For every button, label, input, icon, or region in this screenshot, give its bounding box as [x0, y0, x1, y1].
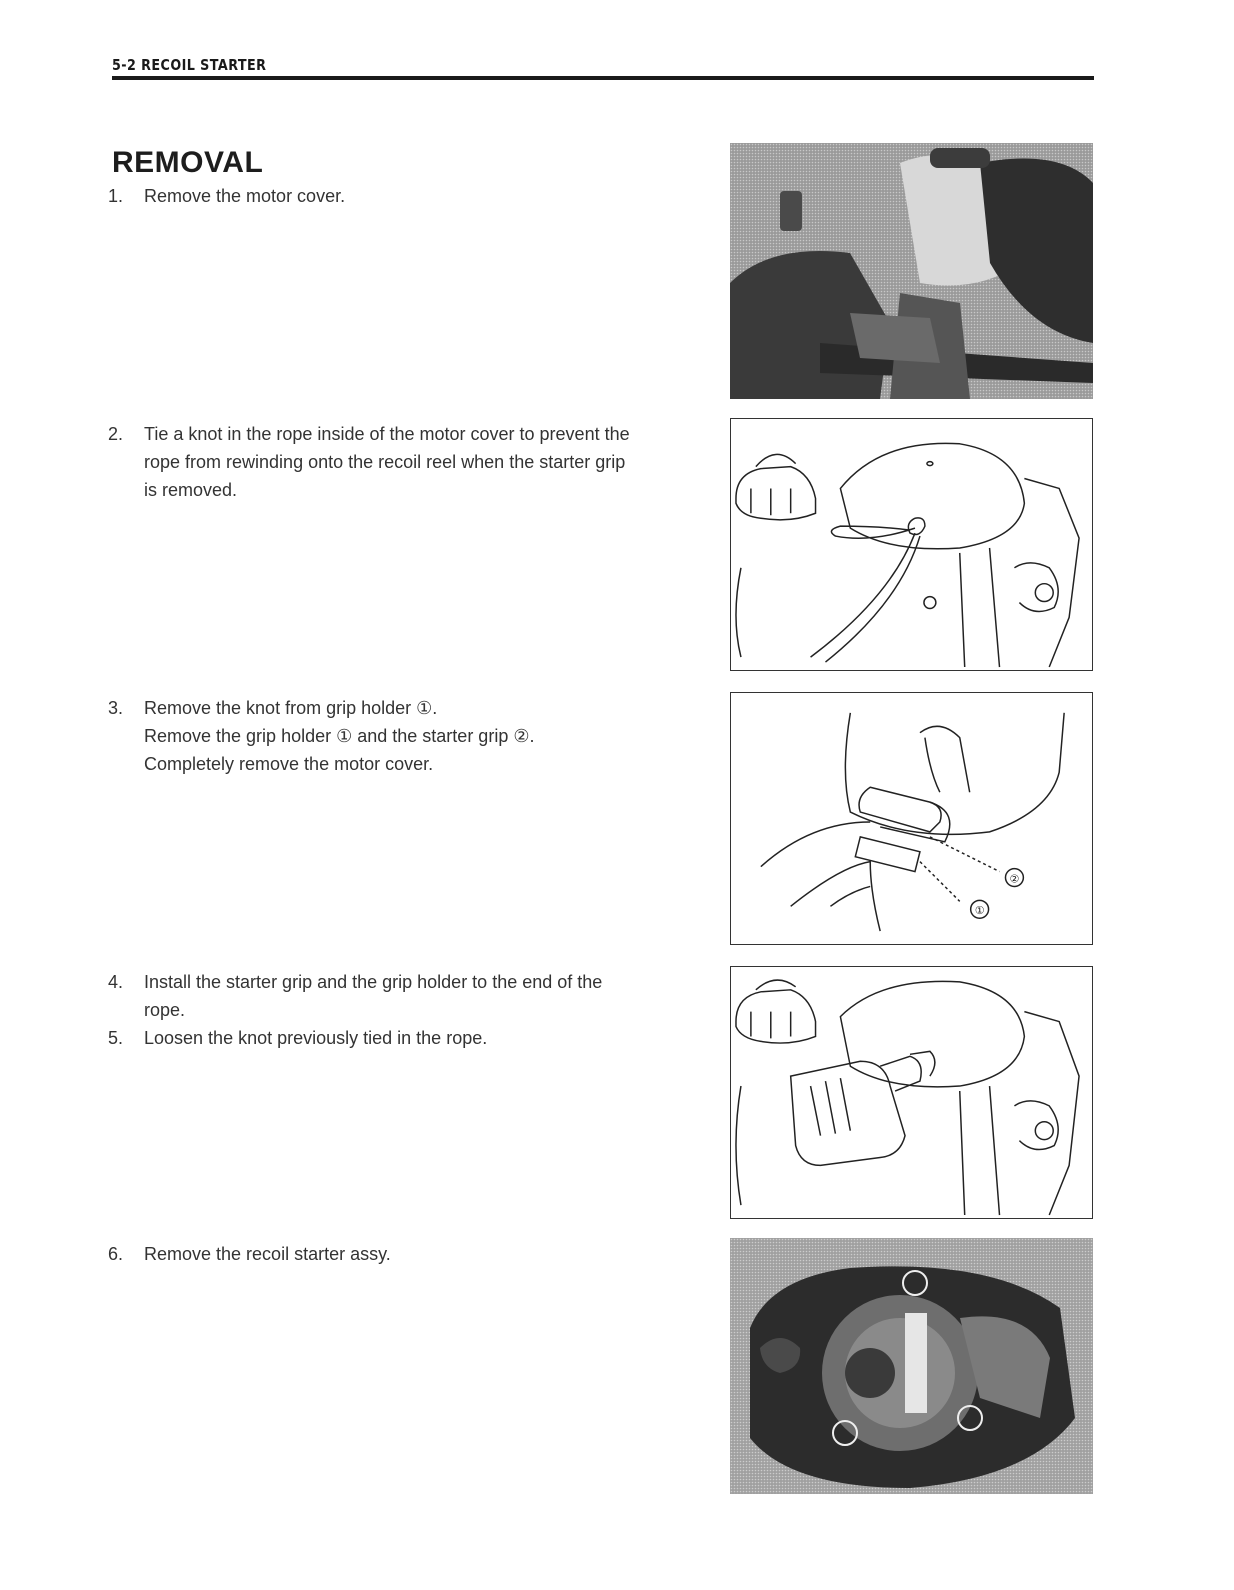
step-line	[108, 722, 708, 750]
header-rule	[112, 76, 1094, 80]
step-6	[108, 1240, 708, 1268]
recoil-starter-photo	[730, 1238, 1093, 1494]
step-text: Remove the knot from grip holder ①.	[144, 698, 438, 718]
step-number: 1.	[108, 186, 124, 206]
step-line	[108, 694, 708, 722]
step-line	[108, 1024, 708, 1052]
step-3	[108, 694, 708, 778]
step-text: Remove the recoil starter assy.	[144, 1244, 391, 1264]
step-number: 6.	[108, 1244, 124, 1264]
step-line	[108, 996, 708, 1024]
step-text: Remove the grip holder ① and the starter grip ②.	[144, 726, 535, 746]
step-text: Completely remove the motor cover.	[144, 754, 434, 774]
step-line	[108, 476, 708, 504]
step-number: 4.	[108, 972, 124, 992]
step-line	[108, 182, 708, 210]
step-text: Tie a knot in the rope inside of the motor cover to prevent the	[144, 424, 630, 444]
page-header-label: 5-2 RECOIL STARTER	[112, 56, 267, 74]
callout-grip-holder: ①	[974, 904, 985, 918]
motor-cover-photo	[730, 143, 1093, 399]
step-text: Loosen the knot previously tied in the rope.	[144, 1028, 488, 1048]
figure-knot-in-rope	[730, 418, 1093, 671]
step-2	[108, 420, 708, 504]
page-header	[112, 52, 1094, 80]
figure-motor-cover-photo	[730, 143, 1093, 399]
step-text: rope from rewinding onto the recoil reel when the starter grip	[144, 452, 626, 472]
figure-recoil-starter-photo	[730, 1238, 1093, 1494]
step-4-5	[108, 968, 708, 1052]
grip-holder-drawing	[731, 693, 1092, 944]
step-line	[108, 448, 708, 476]
step-line	[108, 420, 708, 448]
starter-grip-drawing	[731, 967, 1092, 1218]
step-line	[108, 750, 708, 778]
step-text: rope.	[144, 1000, 186, 1020]
step-text: Install the starter grip and the grip holder to the end of the	[144, 972, 603, 992]
figure-starter-grip-installed	[730, 966, 1093, 1219]
step-number: 3.	[108, 698, 124, 718]
step-line	[108, 968, 708, 996]
knot-drawing	[731, 419, 1092, 670]
step-text: Remove the motor cover.	[144, 186, 346, 206]
step-text: is removed.	[144, 480, 238, 500]
step-number: 2.	[108, 424, 124, 444]
step-line	[108, 1240, 708, 1268]
step-1	[108, 182, 708, 210]
section-title: REMOVAL	[112, 146, 264, 179]
step-number: 5.	[108, 1028, 124, 1048]
figure-grip-holder	[730, 692, 1093, 945]
callout-starter-grip: ②	[1009, 872, 1020, 886]
